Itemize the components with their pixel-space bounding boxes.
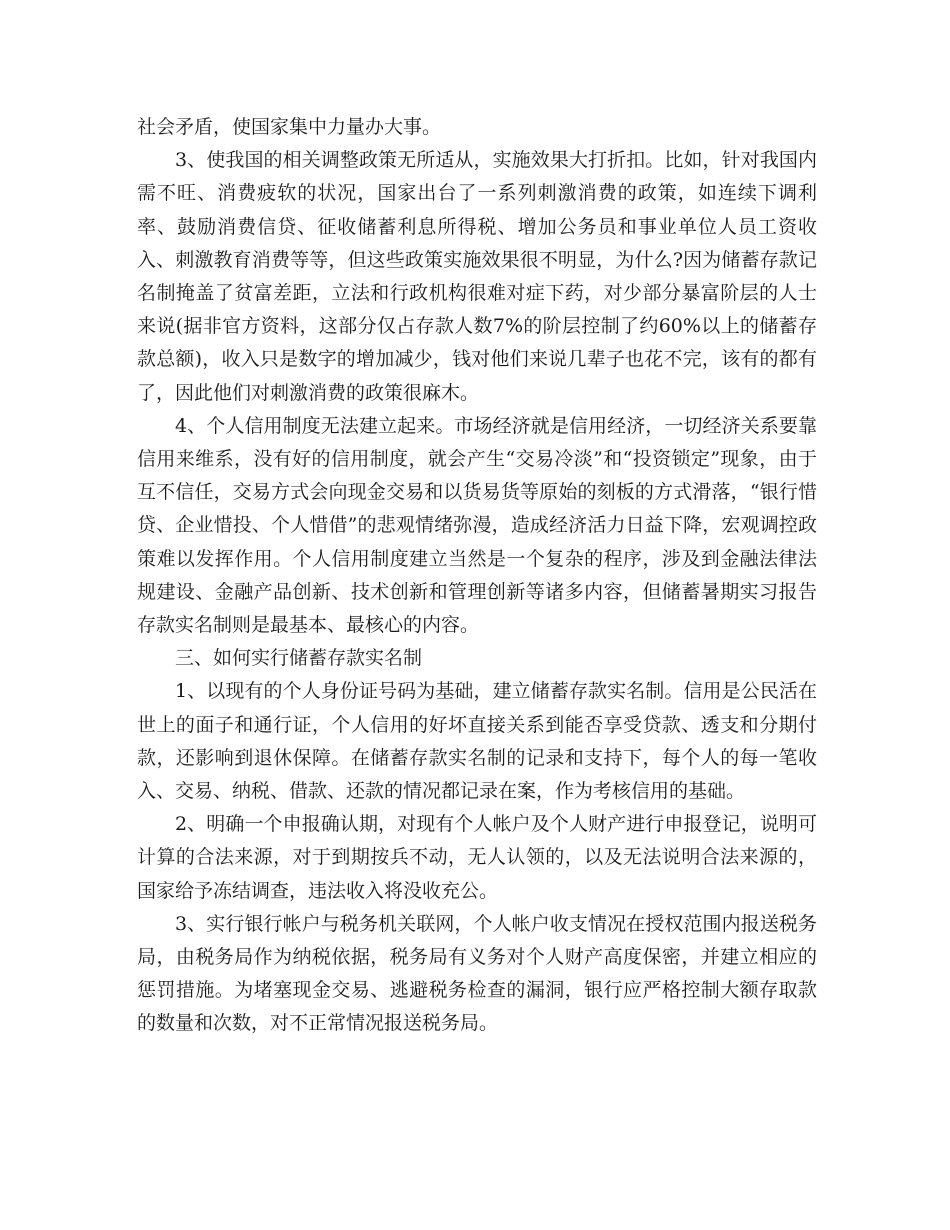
paragraph-5: 2、明确一个申报确认期，对现有个人帐户及个人财产进行申报登记，说明可计算的合法来源，对于到期按兵不动，无人认领的，以及无法说明合法来源的，国家给予冻结调查，违法收入将没收充公。 — [137, 813, 817, 902]
document-body — [137, 111, 817, 1041]
paragraph-6: 3、实行银行帐户与税务机关联网，个人帐户收支情况在授权范围内报送税务局，由税务局作为纳税依据，税务局有义务对个人财产高度保密，并建立相应的惩罚措施。为堵塞现金交易、逃避税务检查的漏洞，银行应严格控制大额存取款的数量和次数，对不正常情况报送税务局。 — [137, 912, 817, 1035]
paragraph-1: 社会矛盾，使国家集中力量办大事。 — [137, 116, 442, 138]
paragraph-4: 1、以现有的个人身份证号码为基础，建立储蓄存款实名制。信用是公民活在世上的面子和通行证，个人信用的好坏直接关系到能否享受贷款、透支和分期付款，还影响到退休保障。在储蓄存款实名制的记录和支持下，每个人的每一笔收入、交易、纳税、借款、还款的情况都记录在案，作为考核信用的基础。 — [137, 680, 817, 803]
section-heading: 三、如何实行储蓄存款实名制 — [175, 647, 423, 670]
paragraph-2: 3、使我国的相关调整政策无所适从，实施效果大打折扣。比如，针对我国内需不旺、消费疲软的状况，国家出台了一系列刺激消费的政策，如连续下调利率、鼓励消费信贷、征收储蓄利息所得税、增加公务员和事业单位人员工资收入、刺激教育消费等等，但这些政策实施效果很不明显，为什么?因为储蓄存款记名制掩盖了贫富差距，立法和行政机构很难对症下药，对少部分暴富阶层的人士来说(据非官方资料，这部分仅占存款人数7%的阶层控制了约60%以上的储蓄存款总额)，收入只是数字的增加减少，钱对他们来说几辈子也花不完，该有的都有了，因此他们对刺激消费的政策很麻木。 — [137, 149, 817, 404]
paragraph-3: 4、个人信用制度无法建立起来。市场经济就是信用经济，一切经济关系要靠信用来维系，没有好的信用制度，就会产生“交易冷淡”和“投资锁定”现象，由于互不信任，交易方式会向现金交易和以货易货等原始的刻板的方式滑落，“银行惜贷、企业惜投、个人惜借”的悲观情绪弥漫，造成经济活力日益下降，宏观调控政策难以发挥作用。个人信用制度建立当然是一个复杂的程序，涉及到金融法律法规建设、金融产品创新、技术创新和管理创新等诸多内容，但储蓄暑期实习报告存款实名制则是最基本、最核心的内容。 — [137, 414, 817, 637]
